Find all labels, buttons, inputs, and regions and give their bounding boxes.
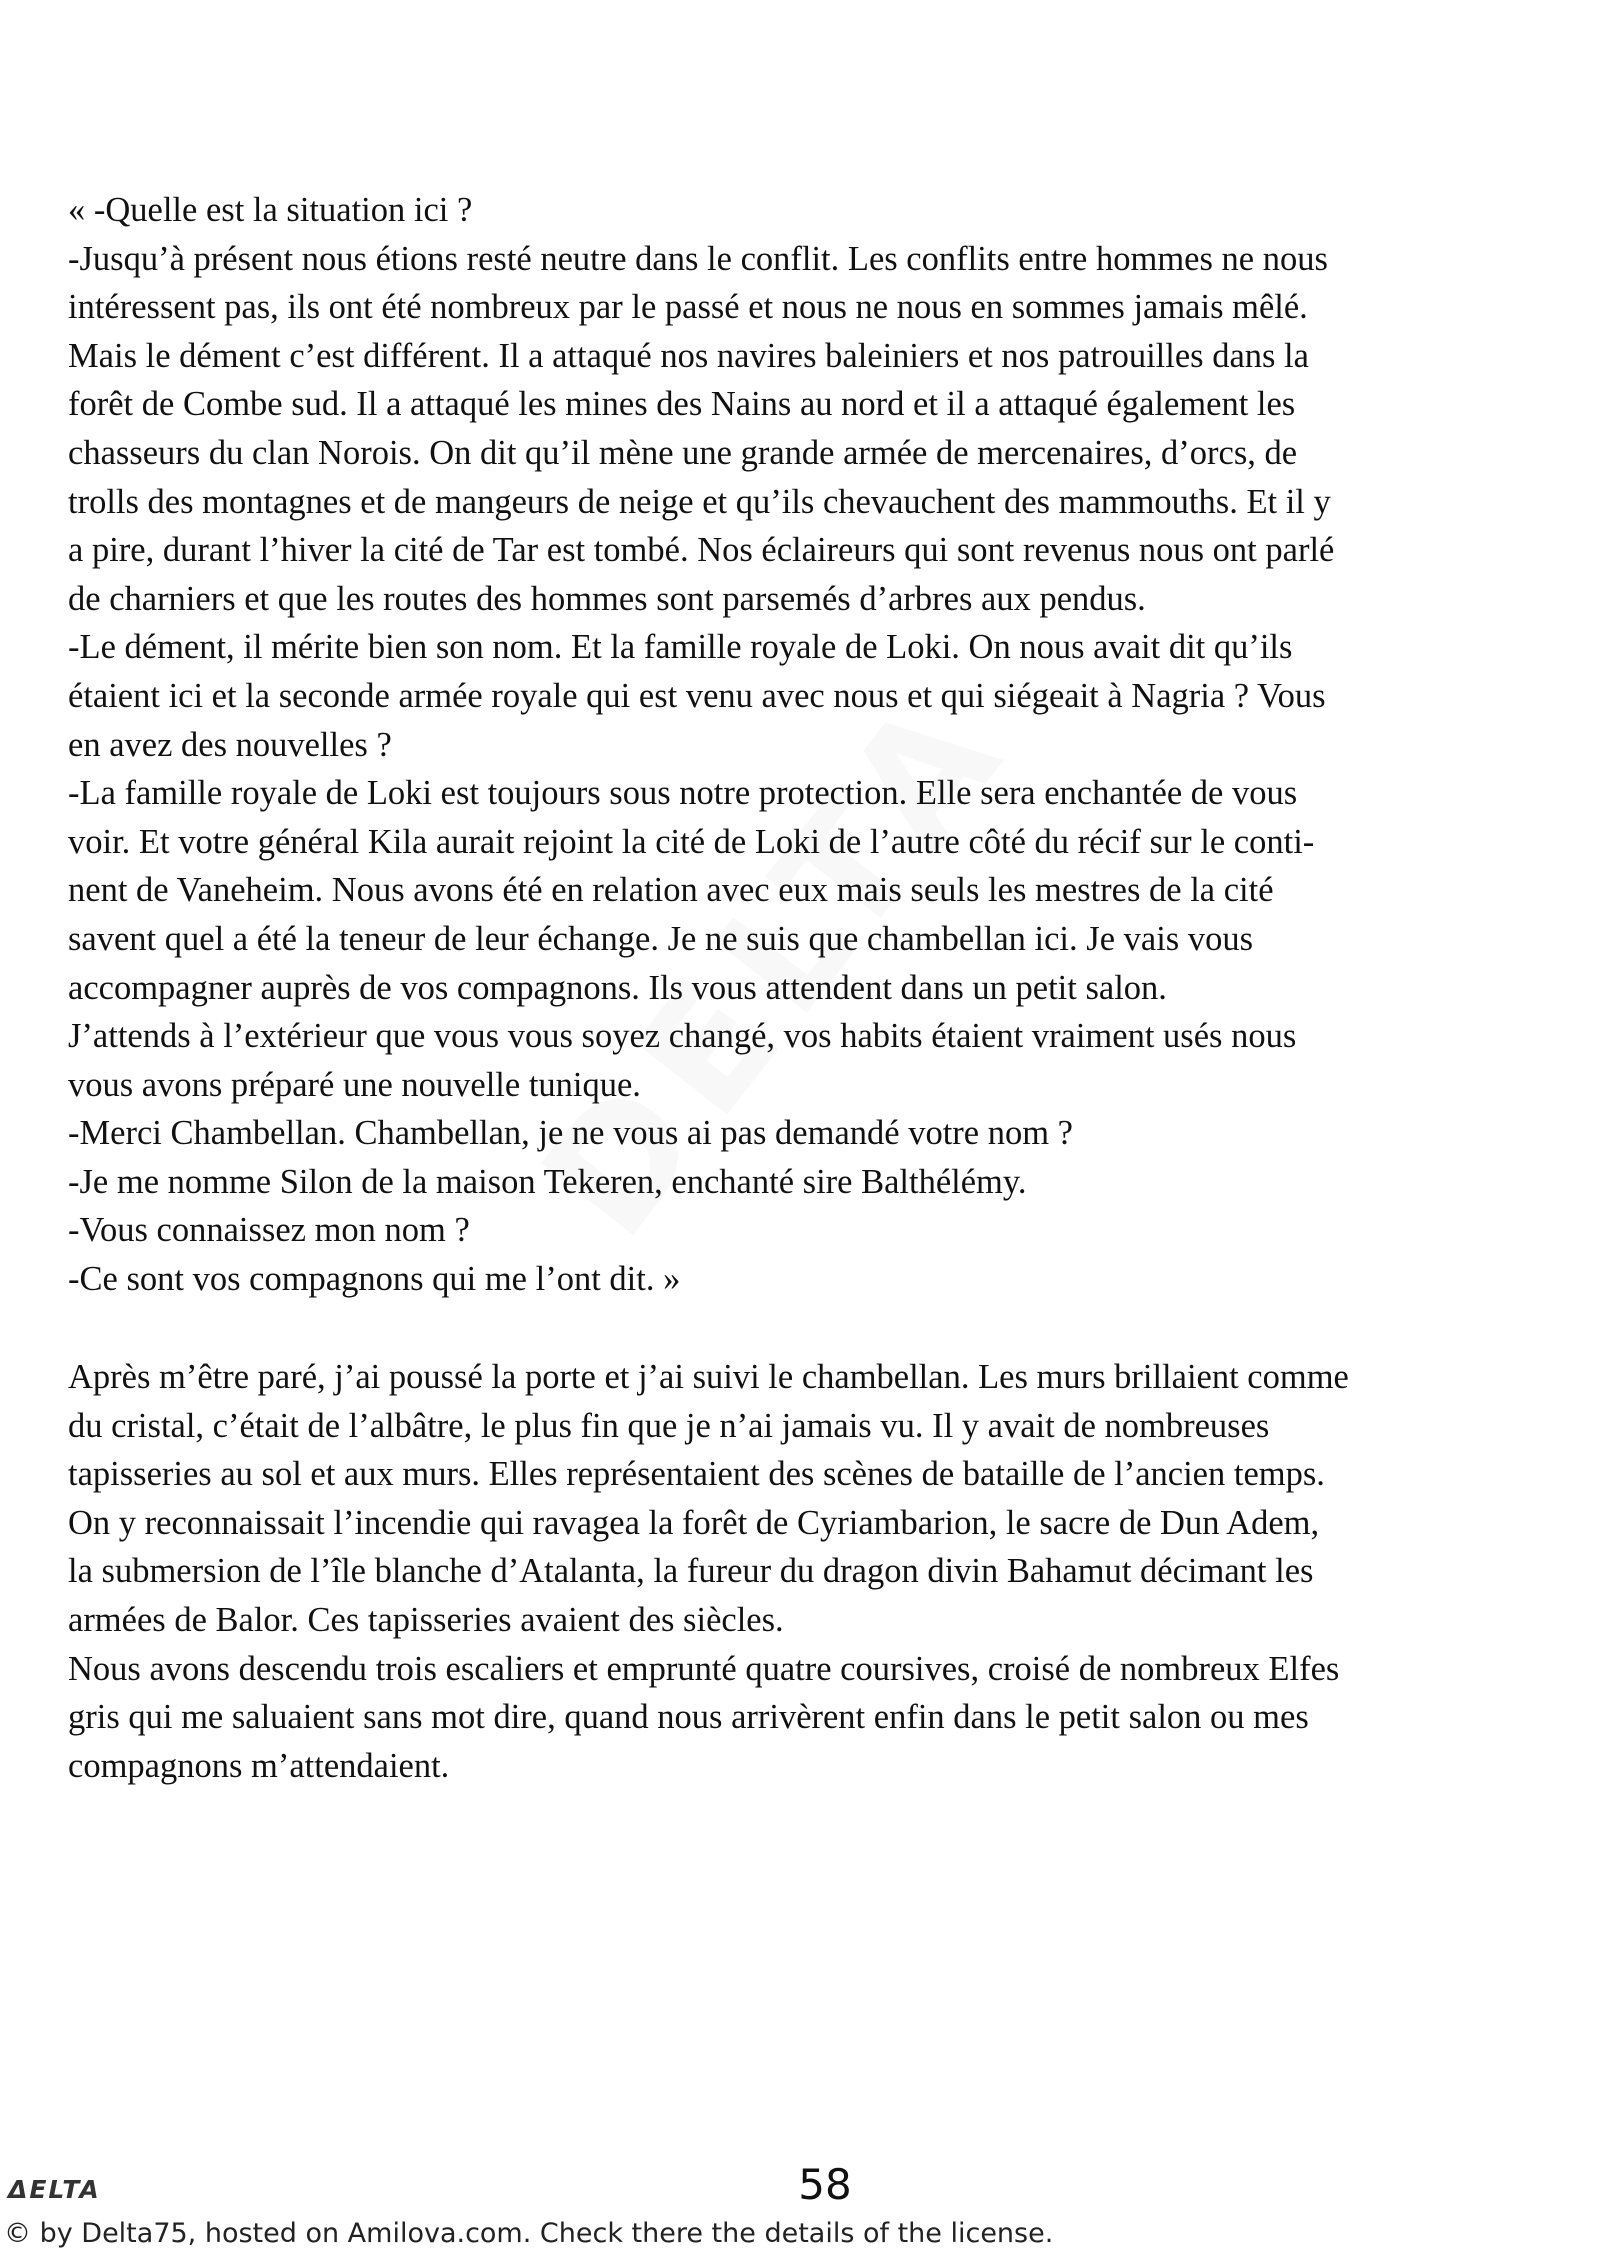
text-line: intéressent pas, ils ont été nombreux par le passé et nous ne nous en sommes jamais mêlé. <box>68 288 1308 327</box>
text-line: savent quel a été la teneur de leur échange. Je ne suis que chambellan ici. Je vais vous <box>68 919 1254 958</box>
page-number: 58 <box>798 2160 852 2209</box>
text-line: du cristal, c’était de l’albâtre, le plus fin que je n’ai jamais vu. Il y avait de nombreuses <box>68 1406 1270 1445</box>
text-line: accompagner auprès de vos compagnons. Ils vous attendent dans un petit salon. <box>68 968 1167 1007</box>
license-notice: © by Delta75, hosted on Amilova.com. Check there the details of the license. <box>4 2218 1054 2249</box>
text-line: -Merci Chambellan. Chambellan, je ne vous ai pas demandé votre nom ? <box>68 1114 1073 1153</box>
text-line: armées de Balor. Ces tapisseries avaient des siècles. <box>68 1600 784 1639</box>
text-line: a pire, durant l’hiver la cité de Tar est tombé. Nos éclaireurs qui sont revenus nous ont parlé <box>68 531 1335 570</box>
text-line: Mais le dément c’est différent. Il a attaqué nos navires baleiniers et nos patrouilles dans la <box>68 336 1309 375</box>
delta-logo: ΔELTA <box>8 2175 101 2204</box>
text-line: étaient ici et la seconde armée royale qui est venu avec nous et qui siégeait à Nagria ? Vous <box>68 676 1326 715</box>
text-line: nent de Vaneheim. Nous avons été en relation avec eux mais seuls les mestres de la cité <box>68 871 1274 910</box>
text-line: -Le dément, il mérite bien son nom. Et la famille royale de Loki. On nous avait dit qu’ils <box>68 628 1293 667</box>
text-line: gris qui me saluaient sans mot dire, quand nous arrivèrent enfin dans le petit salon ou mes <box>68 1698 1309 1737</box>
text-line: vous avons préparé une nouvelle tunique. <box>68 1065 641 1104</box>
text-line: -Ce sont vos compagnons qui me l’ont dit. » <box>68 1260 681 1299</box>
text-line: en avez des nouvelles ? <box>68 725 392 764</box>
text-line: -Je me nomme Silon de la maison Tekeren, enchanté sire Balthélémy. <box>68 1162 1027 1201</box>
text-line: compagnons m’attendaient. <box>68 1746 450 1785</box>
text-line: -Jusqu’à présent nous étions resté neutre dans le conflit. Les conflits entre hommes ne nous <box>68 239 1328 278</box>
text-line: « -Quelle est la situation ici ? <box>68 191 473 229</box>
text-line: On y reconnaissait l’incendie qui ravagea la forêt de Cyriambarion, le sacre de Dun Adem, <box>68 1503 1320 1542</box>
narrative-paragraph <box>68 1353 1580 1790</box>
text-line: de charniers et que les routes des hommes sont parsemés d’arbres aux pendus. <box>68 579 1146 618</box>
text-line: la submersion de l’île blanche d’Atalanta, la fureur du dragon divin Bahamut décimant les <box>68 1552 1314 1591</box>
text-line: voir. Et votre général Kila aurait rejoint la cité de Loki de l’autre côté du récif sur le conti- <box>68 822 1315 861</box>
text-line: trolls des montagnes et de mangeurs de neige et qu’ils chevauchent des mammouths. Et il y <box>68 482 1331 521</box>
text-line: -Vous connaissez mon nom ? <box>68 1211 470 1250</box>
dialogue-paragraph <box>68 186 1580 1304</box>
text-line: Après m’être paré, j’ai poussé la porte et j’ai suivi le chambellan. Les murs brillaient comme <box>68 1358 1349 1396</box>
text-line: Nous avons descendu trois escaliers et emprunté quatre coursives, croisé de nombreux Elfes <box>68 1649 1340 1688</box>
text-line: forêt de Combe sud. Il a attaqué les mines des Nains au nord et il a attaqué également les <box>68 385 1296 424</box>
text-line: -La famille royale de Loki est toujours sous notre protection. Elle sera enchantée de vous <box>68 774 1298 813</box>
text-line: tapisseries au sol et aux murs. Elles représentaient des scènes de bataille de l’ancien temps. <box>68 1455 1325 1494</box>
text-line: chasseurs du clan Norois. On dit qu’il mène une grande armée de mercenaires, d’orcs, de <box>68 433 1298 472</box>
text-line: J’attends à l’extérieur que vous vous soyez changé, vos habits étaient vraiment usés nous <box>68 1017 1297 1056</box>
